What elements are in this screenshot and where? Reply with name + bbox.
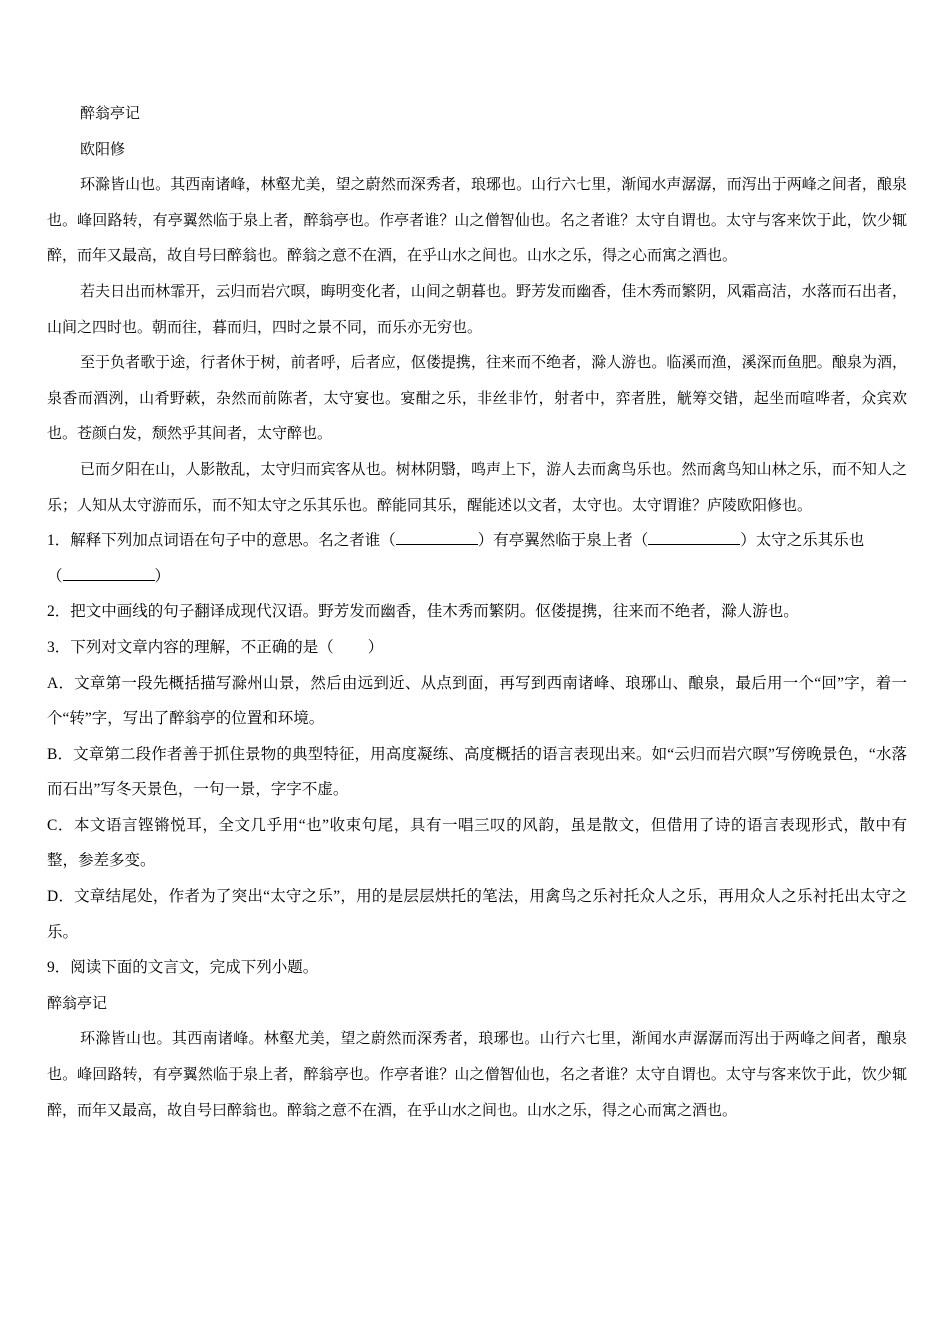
option-c: C．本文语言铿锵悦耳，全文几乎用“也”收束句尾，具有一唱三叹的风韵，虽是散文，但借用了诗的语言表现形式，散中有整，参差多变。 xyxy=(47,816,907,870)
question-1-part-b: ）有亭翼然临于泉上者（ xyxy=(477,532,649,550)
question-3-stem-close: ） xyxy=(367,638,384,656)
passage-paragraph-4: 已而夕阳在山，人影散乱，太守归而宾客从也。树林阴翳，鸣声上下，游人去而禽鸟乐也。然而禽鸟知山林之乐，而不知人之乐；人知从太守游而乐，而不知太守之乐其乐也。醉能同其乐，醒能述以文者，太守也。太守谓谁？庐陵欧阳修也。 xyxy=(47,459,907,514)
question-1-part-e: ） xyxy=(154,567,171,585)
passage-title: 醉翁亭记 xyxy=(80,104,141,122)
question-3-stem: 3．下列对文章内容的理解，不正确的是（ xyxy=(47,638,334,656)
answer-blank-2[interactable] xyxy=(648,528,740,545)
passage-paragraph-3: 至于负者歌于途，行者休于树，前者呼，后者应，伛偻提携，往来而不绝者，滁人游也。临溪而渔，溪深而鱼肥。酿泉为酒，泉香而酒洌，山肴野蔌，杂然而前陈者，太守宴也。宴酣之乐，非丝非竹，射者中，弈者胜，觥筹交错，起坐而喧哗者，众宾欢也。苍颜白发，颓然乎其间者，太守醉也。 xyxy=(47,353,907,443)
option-d: D．文章结尾处，作者为了突出“太守之乐”，用的是层层烘托的笔法，用禽鸟之乐衬托众人之乐，再用众人之乐衬托出太守之乐。 xyxy=(47,888,907,941)
passage-author: 欧阳修 xyxy=(80,139,126,158)
document-page xyxy=(47,96,907,1128)
question-9: 9．阅读下面的文言文，完成下列小题。 xyxy=(47,959,319,977)
question-1-part-a: 1．解释下列加点词语在句子中的意思。名之者谁（ xyxy=(47,532,396,550)
answer-blank-1[interactable] xyxy=(396,528,478,545)
question-1-part-c: ）太守之乐其乐也 xyxy=(740,532,865,550)
question-1-part-d: （ xyxy=(47,567,63,585)
question-1 xyxy=(47,523,907,594)
answer-blank-3[interactable] xyxy=(63,564,155,581)
passage-paragraph-1: 环滁皆山也。其西南诸峰，林壑尤美，望之蔚然而深秀者，琅琊也。山行六七里，渐闻水声潺潺，而泻出于两峰之间者，酿泉也。峰回路转，有亭翼然临于泉上者，醉翁亭也。作亭者谁？山之僧智仙也。名之者谁？太守自谓也。太守与客来饮于此，饮少辄醉，而年又最高，故自号曰醉翁也。醉翁之意不在酒，在乎山水之间也。山水之乐，得之心而寓之酒也。 xyxy=(47,175,907,265)
option-a: A．文章第一段先概括描写滁州山景，然后由远到近、从点到面，再写到西南诸峰、琅琊山、酿泉，最后用一个“回”字，着一个“转”字，写出了醉翁亭的位置和环境。 xyxy=(47,674,907,728)
question-2: 2．把文中画线的句子翻译成现代汉语。野芳发而幽香，佳木秀而繁阴。伛偻提携，往来而不绝者，滁人游也。 xyxy=(47,603,799,621)
passage-paragraph-2: 若夫日出而林霏开，云归而岩穴暝，晦明变化者，山间之朝暮也。野芳发而幽香，佳木秀而繁阴，风霜高洁，水落而石出者，山间之四时也。朝而往，暮而归，四时之景不同，而乐亦无穷也。 xyxy=(47,281,907,336)
option-b: B．文章第二段作者善于抓住景物的典型特征，用高度凝练、高度概括的语言表现出来。如“云归而岩穴暝”写傍晚景色，“水落而石出”写冬天景色，一句一景，字字不虚。 xyxy=(47,745,907,799)
question-3 xyxy=(47,630,907,666)
passage-2-paragraph: 环滁皆山也。其西南诸峰。林壑尤美，望之蔚然而深秀者，琅琊也。山行六七里，渐闻水声潺潺而泻出于两峰之间者，酿泉也。峰回路转，有亭翼然临于泉上者，醉翁亭也。作亭者谁？山之僧智仙也，名之者谁？太守自谓也。太守与客来饮于此，饮少辄醉，而年又最高，故自号曰醉翁也。醉翁之意不在酒，在乎山水之间也。山水之乐，得之心而寓之酒也。 xyxy=(47,1029,907,1119)
passage-2-title: 醉翁亭记 xyxy=(47,993,108,1012)
